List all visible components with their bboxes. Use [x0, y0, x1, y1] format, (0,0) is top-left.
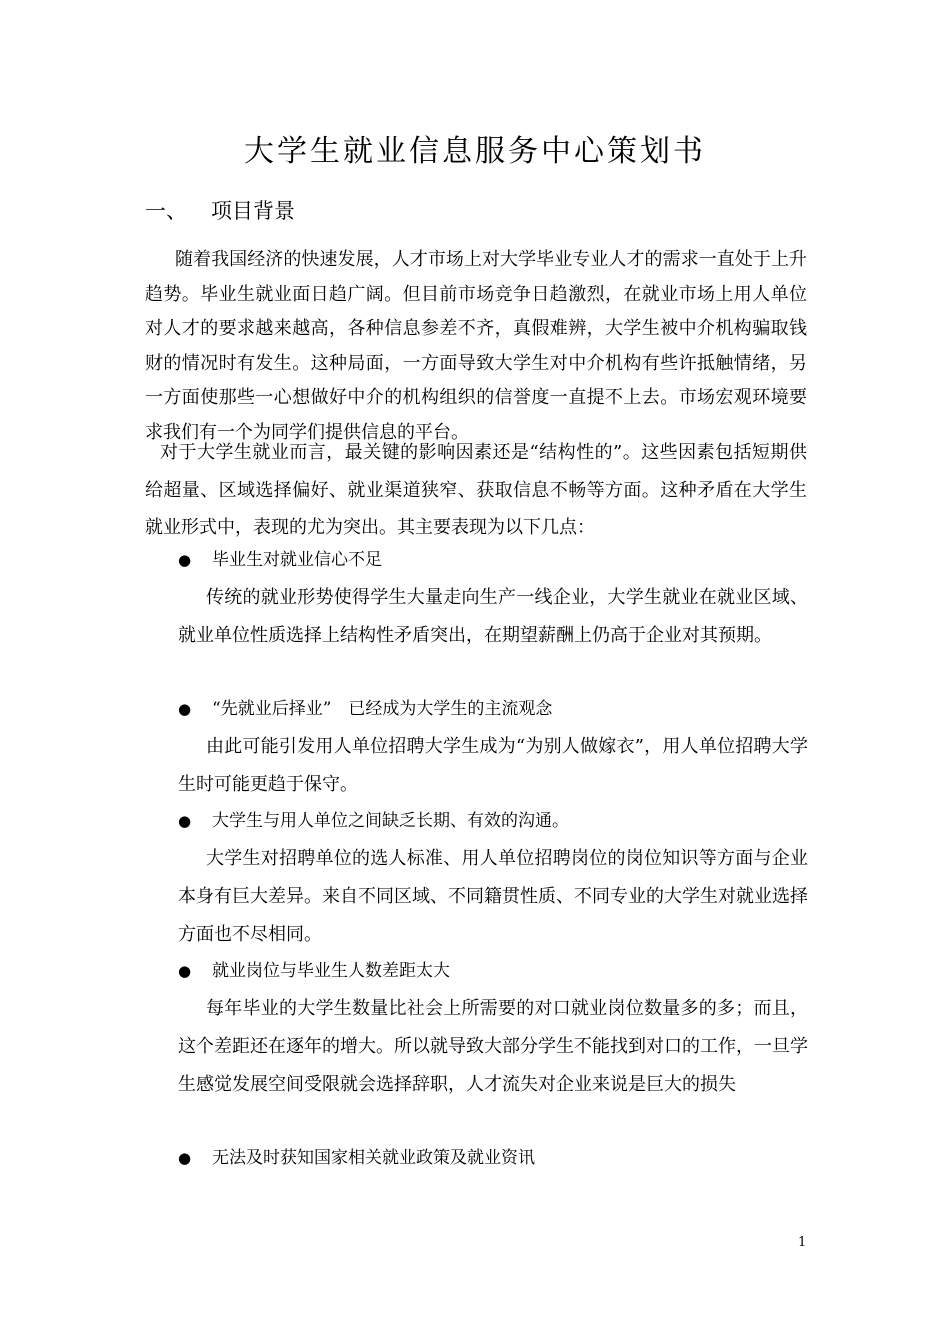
bullet-marker-icon: ●: [178, 1149, 192, 1167]
bullet-item-text: 大学生对招聘单位的选人标准、用人单位招聘岗位的岗位知识等方面与企业本身有巨大差异。来自不同区域、不同籍贯性质、不同专业的大学生对就业选择方面也不尽相同。: [178, 848, 808, 945]
bullet-marker-icon: ●: [178, 700, 192, 718]
bullet-item-title: ● 无法及时获知国家相关就业政策及就业资讯: [178, 1145, 535, 1171]
page-number: 1: [798, 1235, 807, 1250]
paragraph-background: 随着我国经济的快速发展，人才市场上对大学毕业专业人才的需求一直处于上升趋势。毕业生就业面日趋广阔。但目前市场竞争日趋激烈，在就业市场上用人单位对人才的要求越来越高，各种信息参差不齐，真假难辨，大学生被中介机构骗取钱财的情况时有发生。这种局面，一方面导致大学生对中介机构有些许抵触情绪，另一方面使那些一心想做好中介的机构组织的信誉度一直提不上去。市场宏观环境要求我们有一个为同学们提供信息的平台。: [145, 249, 807, 443]
bullet-item-title: ● “先就业后择业” 已经成为大学生的主流观念: [178, 696, 552, 722]
document-title: 大学生就业信息服务中心策划书: [244, 134, 706, 169]
bullet-marker-icon: ●: [178, 962, 192, 980]
bullet-item-text: 由此可能引发用人单位招聘大学生成为“为别人做嫁衣”，用人单位招聘大学生时可能更趋于保守。: [178, 736, 808, 795]
bullet-item-title: ● 大学生与用人单位之间缺乏长期、有效的沟通。: [178, 808, 569, 834]
paragraph-structural-factors: 对于大学生就业而言，最关键的影响因素还是“结构性的”。这些因素包括短期供给超量、区域选择偏好、就业渠道狭窄、获取信息不畅等方面。这种矛盾在大学生就业形式中，表现的尤为突出。其主要表现为以下几点：: [145, 442, 807, 538]
section-number: 一、: [145, 199, 187, 223]
bullet-item-text: 每年毕业的大学生数量比社会上所需要的对口就业岗位数量多的多；而且，这个差距还在逐年的增大。所以就导致大部分学生不能找到对口的工作，一旦学生感觉发展空间受限就会选择辞职，人才流失对企业来说是巨大的损失: [178, 998, 808, 1095]
bullet-marker-icon: ●: [178, 812, 192, 830]
bullet-marker-icon: ●: [178, 551, 192, 569]
bullet-item-text: 传统的就业形势使得学生大量走向生产一线企业，大学生就业在就业区域、就业单位性质选择上结构性矛盾突出，在期望薪酬上仍高于企业对其预期。: [178, 587, 808, 646]
bullet-item-title: ● 毕业生对就业信心不足: [178, 547, 382, 573]
bullet-item-title: ● 就业岗位与毕业生人数差距太大: [178, 958, 450, 984]
section-heading: [145, 196, 295, 226]
section-label: 项目背景: [211, 199, 295, 223]
